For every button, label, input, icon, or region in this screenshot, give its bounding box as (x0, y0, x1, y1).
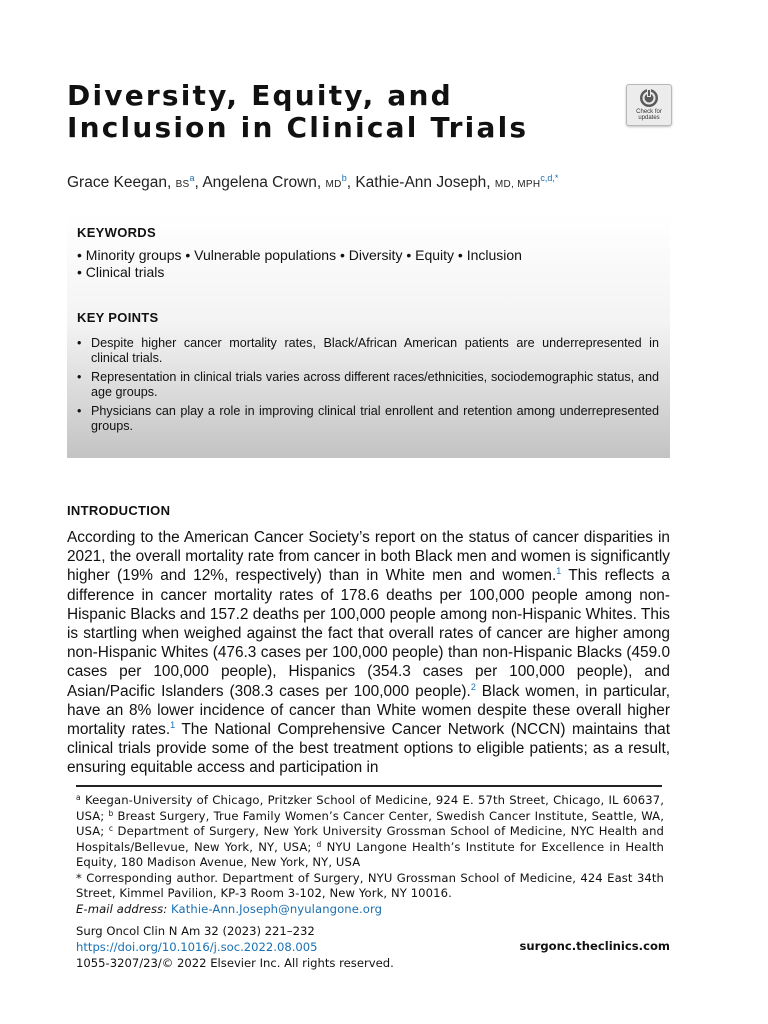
corresponding-author-note: * Corresponding author. Department of Surgery, NYU Grossman School of Medicine, 424 East 34th Street, Kimmel Pavilion, KP-3 Room 3-102, New York, NY 10016. (76, 870, 664, 900)
key-points-list (77, 336, 659, 438)
affiliation-d: NYU Langone Health’s Institute for Excellence in Health Equity, 180 Madison Avenue, New York, NY, USA (76, 839, 664, 869)
keywords-keypoints-box (67, 214, 670, 458)
journal-citation: Surg Oncol Clin N Am 32 (2023) 221–232 (76, 924, 315, 938)
key-points-heading: KEY POINTS (77, 310, 159, 325)
affiliation-c: Department of Surgery, New York University Grossman School of Medicine, NYC Health and Hospitals/Bellevue, New York, NY, USA; (76, 824, 664, 854)
reference-link-3[interactable]: 1 (170, 720, 176, 731)
crossmark-icon (639, 88, 659, 108)
intro-text-3: Black women, in particular, have an 8% lower incidence of cancer than White women despite these overall higher mortality rates. (67, 682, 670, 739)
keywords-line-2: • Clinical trials (77, 264, 165, 280)
key-point-item: • Representation in clinical trials varies across different races/ethnicities, sociodemographic status, and age groups. (77, 370, 659, 400)
intro-text-1: According to the American Cancer Society’s report on the status of cancer disparities in 2021, the overall mortality rate from cancer in both Black men and women is significantly higher (19% and 12%, respectively) than in White men and women. (67, 529, 670, 585)
email-line (76, 902, 664, 918)
key-point-item: • Despite higher cancer mortality rates, Black/African American patients are underrepresented in clinical trials. (77, 336, 659, 366)
introduction-paragraph (67, 528, 670, 778)
footnote-divider (76, 785, 662, 787)
title-line-1: Diversity, Equity, and (67, 79, 453, 112)
affiliation-b: Breast Surgery, True Family Women’s Cancer Center, Swedish Cancer Institute, Seattle, WA, USA; (76, 808, 664, 838)
author-3-name: Kathie-Ann Joseph, (355, 174, 495, 191)
author-3-degree: MD, MPH (494, 179, 541, 190)
article-title (67, 80, 587, 144)
check-for-updates-button[interactable] (626, 84, 672, 126)
affiliation-a: Keegan-University of Chicago, Pritzker School of Medicine, 924 E. 57th Street, Chicago, IL 60637, USA; (76, 793, 664, 823)
affiliation-a-marker: a (76, 793, 81, 802)
intro-text-4: The National Comprehensive Cancer Network (NCCN) maintains that clinical trials provide some of the best treatment options to eligible patients; as a result, ensuring equitable access and participation in (67, 721, 671, 777)
copyright-line: 1055-3207/23/© 2022 Elsevier Inc. All rights reserved. (76, 956, 394, 970)
email-link[interactable]: Kathie-Ann.Joseph@nyulangone.org (171, 901, 383, 916)
footnotes (76, 793, 664, 917)
reference-link-2[interactable]: 2 (470, 681, 476, 692)
author-1-name: Grace Keegan, (67, 174, 176, 191)
keywords-line-1: • Minority groups • Vulnerable populations • Diversity • Equity • Inclusion (77, 247, 522, 263)
affiliation-b-marker: b (108, 808, 114, 818)
author-1-affiliation-link[interactable]: a (189, 173, 195, 183)
email-label: E-mail address: (76, 901, 168, 916)
keywords-heading: KEYWORDS (77, 225, 156, 240)
title-line-2: Inclusion in Clinical Trials (67, 111, 529, 144)
doi-link[interactable]: https://doi.org/10.1016/j.soc.2022.08.005 (76, 940, 318, 954)
reference-link-1[interactable]: 1 (556, 566, 562, 577)
affiliation-d-marker: d (316, 839, 322, 849)
author-1-degree: BS (175, 179, 190, 190)
author-2-name: Angelena Crown, (202, 174, 326, 191)
introduction-heading: INTRODUCTION (67, 503, 171, 518)
author-2-degree: MD (325, 179, 342, 190)
author-3-affiliation-link[interactable]: c,d,* (540, 173, 559, 183)
journal-site-link[interactable]: surgonc.theclinics.com (519, 939, 670, 953)
intro-text-2: This reflects a difference in cancer mortality rates of 178.6 deaths per 100,000 people among non-Hispanic Blacks and 157.2 deaths per 100,000 people among non-Hispanic Whites. This is startling when weighed against the fact that overall rates of cancer are higher among non-Hispanic Whites (476.3 cases per 100,000 people) than non-Hispanic Blacks (459.0 cases per 100,000 people), Hispanics (354.3 cases per 100,000 people), and Asian/Pacific Islanders (308.3 cases per 100,000 people). (67, 567, 670, 700)
affiliation-c-marker: c (108, 824, 114, 833)
journal-info (76, 923, 394, 971)
author-line: Grace Keegan, $BS^a$, Angelena Crown, $MD^b$, Kathie-Ann Joseph, MD, $MPH^{c,d,*}$ (67, 173, 559, 191)
author-2-affiliation-link[interactable]: b (341, 173, 347, 183)
affiliations-footnote (76, 793, 664, 871)
key-point-item: • Physicians can play a role in improving clinical trial enrollent and retention among underrepresented groups. (77, 404, 659, 434)
check-for-updates-label: Check for updates (636, 109, 662, 121)
